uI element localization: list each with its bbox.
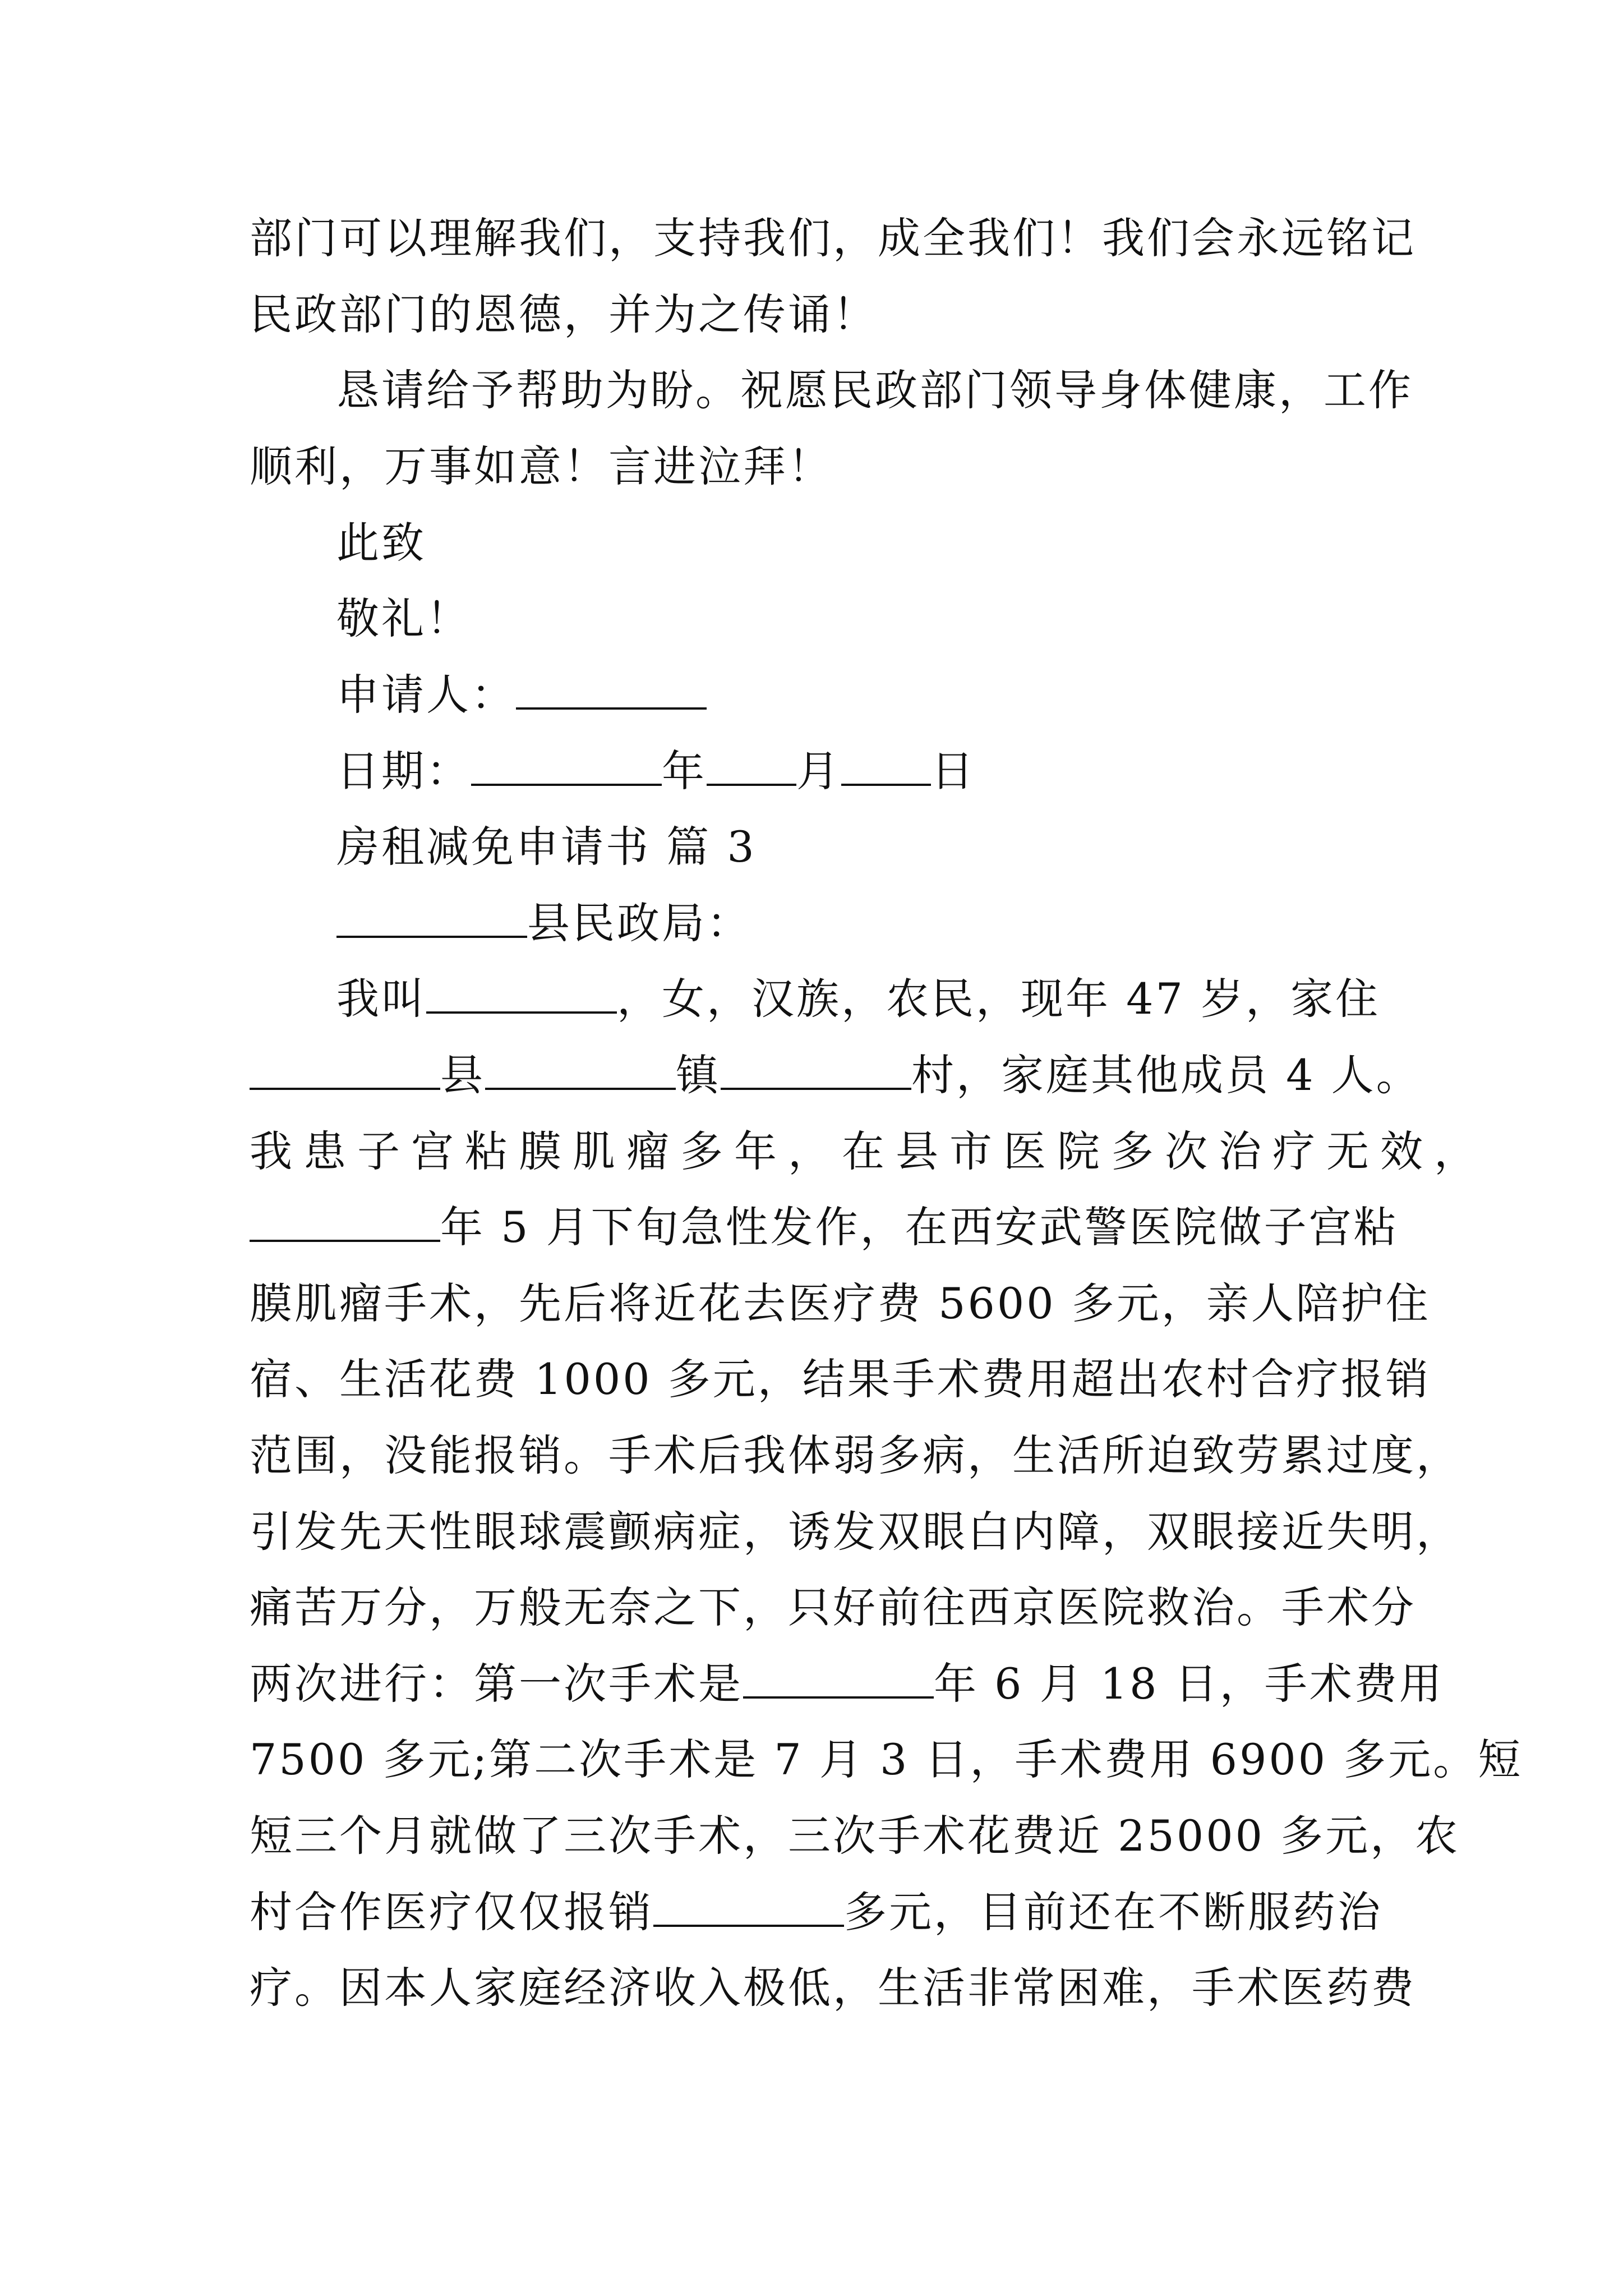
line-text: 村合作医疗仅仅报销 xyxy=(250,1887,653,1937)
line-text: 宿、生活花费 1000 多元，结果手术费用超出农村合疗报销 xyxy=(250,1354,1431,1404)
applicant-blank[interactable] xyxy=(516,668,707,710)
amount-blank[interactable] xyxy=(653,1885,844,1927)
text-line xyxy=(250,1504,1461,1560)
line-text: 两次进行：第一次手术是 xyxy=(250,1659,743,1709)
line-text: 引发先天性眼球震颤病症，诱发双眼白内障，双眼接近失明， xyxy=(250,1507,1461,1557)
month-blank[interactable] xyxy=(707,744,796,786)
text-line xyxy=(250,287,1382,343)
year-blank[interactable] xyxy=(743,1657,934,1699)
line-text: 我患子宫粘膜肌瘤多年，在县市医院多次治疗无效， xyxy=(250,1126,1488,1176)
applicant-line xyxy=(336,667,1385,723)
text-line xyxy=(250,1276,1431,1332)
text-line xyxy=(250,1047,1421,1103)
line-text: 县 xyxy=(440,1050,485,1100)
village-name-blank[interactable] xyxy=(721,1048,911,1090)
date-line xyxy=(336,743,1385,799)
text-line xyxy=(336,362,1413,418)
line-text: 年 5 月下旬急性发作，在西安武警医院做子宫粘 xyxy=(440,1202,1399,1252)
text-line xyxy=(250,439,1382,495)
line-text: ，女，汉族，农民，现年 47 岁，家住 xyxy=(617,974,1381,1024)
line-text: 痛苦万分，万般无奈之下，只好前往西京医院救治。手术分 xyxy=(250,1582,1416,1632)
heading-text: 房租减免申请书 篇 3 xyxy=(336,822,757,872)
text-line xyxy=(250,1124,1488,1180)
line-text: 敬礼！ xyxy=(336,593,471,643)
year-blank[interactable] xyxy=(250,1200,440,1242)
line-text: 民政部门的恩德，并为之传诵！ xyxy=(250,289,878,339)
line-text: 多元，目前还在不断服药治 xyxy=(844,1887,1382,1937)
text-line xyxy=(250,1580,1416,1636)
closing-salutation xyxy=(336,591,1385,647)
addressee-line xyxy=(336,895,1385,951)
line-text: 范围，没能报销。手术后我体弱多病，生活所迫致劳累过度， xyxy=(250,1430,1461,1480)
year-label: 年 xyxy=(662,746,707,796)
text-line xyxy=(250,1656,1444,1712)
text-line xyxy=(250,1884,1382,1940)
line-text: 部门可以理解我们，支持我们，成全我们！我们会永远铭记 xyxy=(250,213,1416,263)
county-name-blank[interactable] xyxy=(250,1048,440,1090)
section-heading xyxy=(336,819,1385,875)
county-blank[interactable] xyxy=(336,896,527,938)
line-text: 此致 xyxy=(336,518,426,568)
name-blank[interactable] xyxy=(426,972,617,1014)
year-blank[interactable] xyxy=(471,744,662,786)
closing-salutation xyxy=(336,515,1385,571)
line-text: 我叫 xyxy=(336,974,426,1024)
text-line xyxy=(250,210,1416,266)
text-line xyxy=(336,971,1385,1027)
line-text: 短三个月就做了三次手术，三次手术花费近 25000 多元，农 xyxy=(250,1811,1460,1861)
text-line xyxy=(250,1960,1416,2016)
text-line xyxy=(250,1351,1431,1407)
line-text: 膜肌瘤手术，先后将近花去医疗费 5600 多元，亲人陪护住 xyxy=(250,1278,1431,1328)
text-line xyxy=(250,1732,1523,1788)
line-text: 恳请给予帮助为盼。祝愿民政部门领导身体健康，工作 xyxy=(336,365,1413,415)
text-line xyxy=(250,1199,1399,1255)
text-line xyxy=(250,1808,1460,1864)
line-text: 年 6 月 18 日，手术费用 xyxy=(934,1659,1444,1709)
addressee-text: 县民政局： xyxy=(527,898,751,948)
date-label: 日期： xyxy=(336,746,471,796)
line-text: 7500 多元;第二次手术是 7 月 3 日，手术费用 6900 多元。短 xyxy=(250,1734,1523,1784)
applicant-label: 申请人： xyxy=(336,670,516,720)
line-text: 村，家庭其他成员 4 人。 xyxy=(911,1050,1421,1100)
town-name-blank[interactable] xyxy=(485,1048,676,1090)
month-label: 月 xyxy=(796,746,841,796)
line-text: 疗。因本人家庭经济收入极低，生活非常困难，手术医药费 xyxy=(250,1963,1416,2013)
line-text: 镇 xyxy=(676,1050,721,1100)
line-text: 顺利，万事如意！言进泣拜！ xyxy=(250,441,833,491)
day-label: 日 xyxy=(931,746,976,796)
day-blank[interactable] xyxy=(841,744,931,786)
text-line xyxy=(250,1428,1461,1484)
